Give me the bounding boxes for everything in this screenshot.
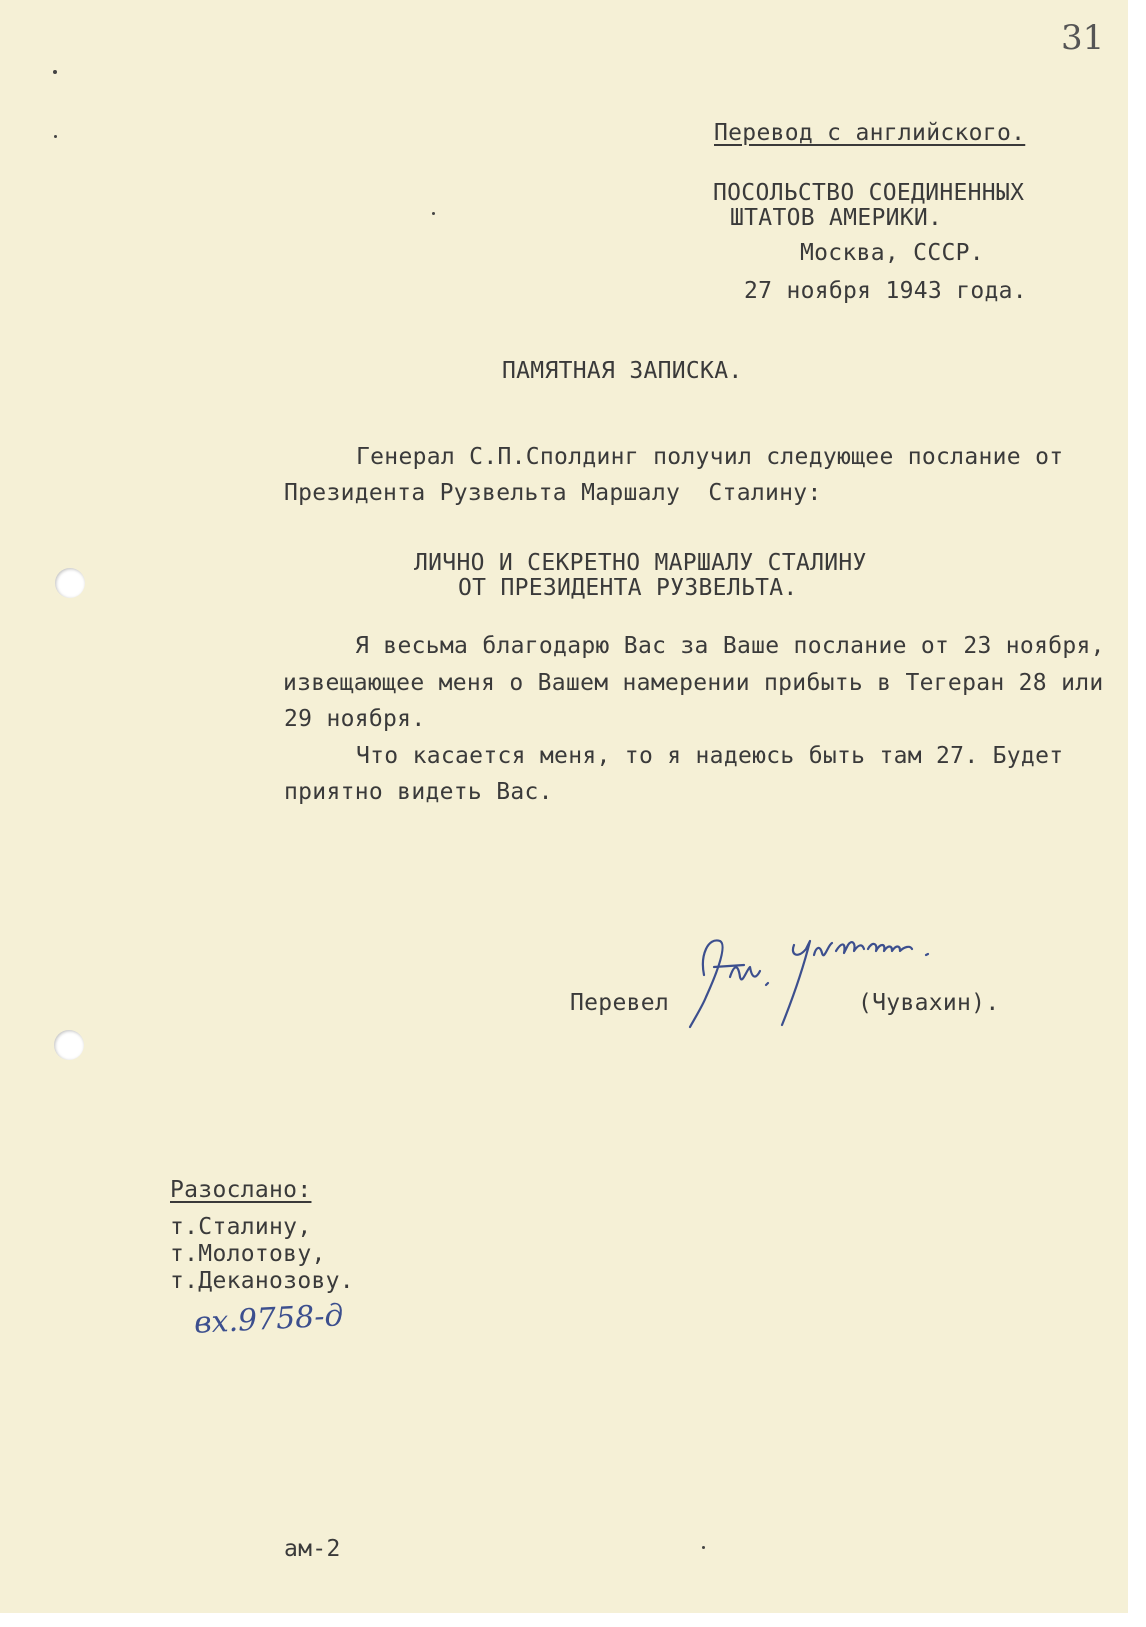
- translator-name: (Чувахин).: [858, 990, 1000, 1016]
- recipient-stalin: т.Сталину,: [170, 1214, 312, 1240]
- body-paragraph-2-line-1: Что касается меня, то я надеюсь быть там 27. Будет: [356, 743, 1064, 769]
- signature-label: Перевел: [570, 990, 670, 1016]
- translation-note: Перевод с английского.: [714, 120, 1026, 146]
- recipient-molotov: т.Молотову,: [170, 1241, 326, 1267]
- scan-edge-right: [1128, 0, 1146, 1627]
- date-line: 27 ноября 1943 года.: [744, 278, 1027, 304]
- punch-hole-lower: [54, 1030, 84, 1060]
- body-paragraph-1-line-1: Я весьма благодарю Вас за Ваше послание от 23 ноября,: [355, 633, 1105, 659]
- scan-edge-bottom: [0, 1613, 1146, 1627]
- paper-speck: [54, 135, 57, 138]
- intro-line-1: Генерал С.П.Сполдинг получил следующее послание от: [356, 444, 1064, 470]
- archive-page-number: 31: [1061, 18, 1105, 58]
- embassy-line-2: ШТАТОВ АМЕРИКИ.: [730, 205, 943, 231]
- message-heading-line-2: ОТ ПРЕЗИДЕНТА РУЗВЕЛЬТА.: [458, 575, 798, 601]
- body-paragraph-2-line-2: приятно видеть Вас.: [284, 779, 553, 805]
- document-title: ПАМЯТНАЯ ЗАПИСКА.: [502, 358, 743, 384]
- body-paragraph-1-line-3: 29 ноября.: [284, 706, 426, 732]
- paper-speck: [53, 70, 57, 74]
- intro-line-2: Президента Рузвельта Маршалу Сталину:: [284, 480, 822, 506]
- city-line: Москва, СССР.: [800, 240, 984, 266]
- punch-hole-upper: [55, 568, 85, 598]
- handwritten-registration-number: вх.9758-д: [193, 1298, 345, 1341]
- body-paragraph-1-line-2: извещающее меня о Вашем намерении прибыть в Тегеран 28 или: [283, 670, 1104, 696]
- distribution-title: Разослано:: [170, 1177, 312, 1203]
- paper-speck: [432, 212, 435, 215]
- message-heading-line-1: ЛИЧНО И СЕКРЕТНО МАРШАЛУ СТАЛИНУ: [414, 550, 867, 576]
- paper-speck: [702, 1546, 705, 1549]
- form-code: ам-2: [284, 1536, 341, 1562]
- recipient-dekanozov: т.Деканозову.: [170, 1268, 354, 1294]
- embassy-line-1: ПОСОЛЬСТВО СОЕДИНЕННЫХ: [713, 180, 1025, 206]
